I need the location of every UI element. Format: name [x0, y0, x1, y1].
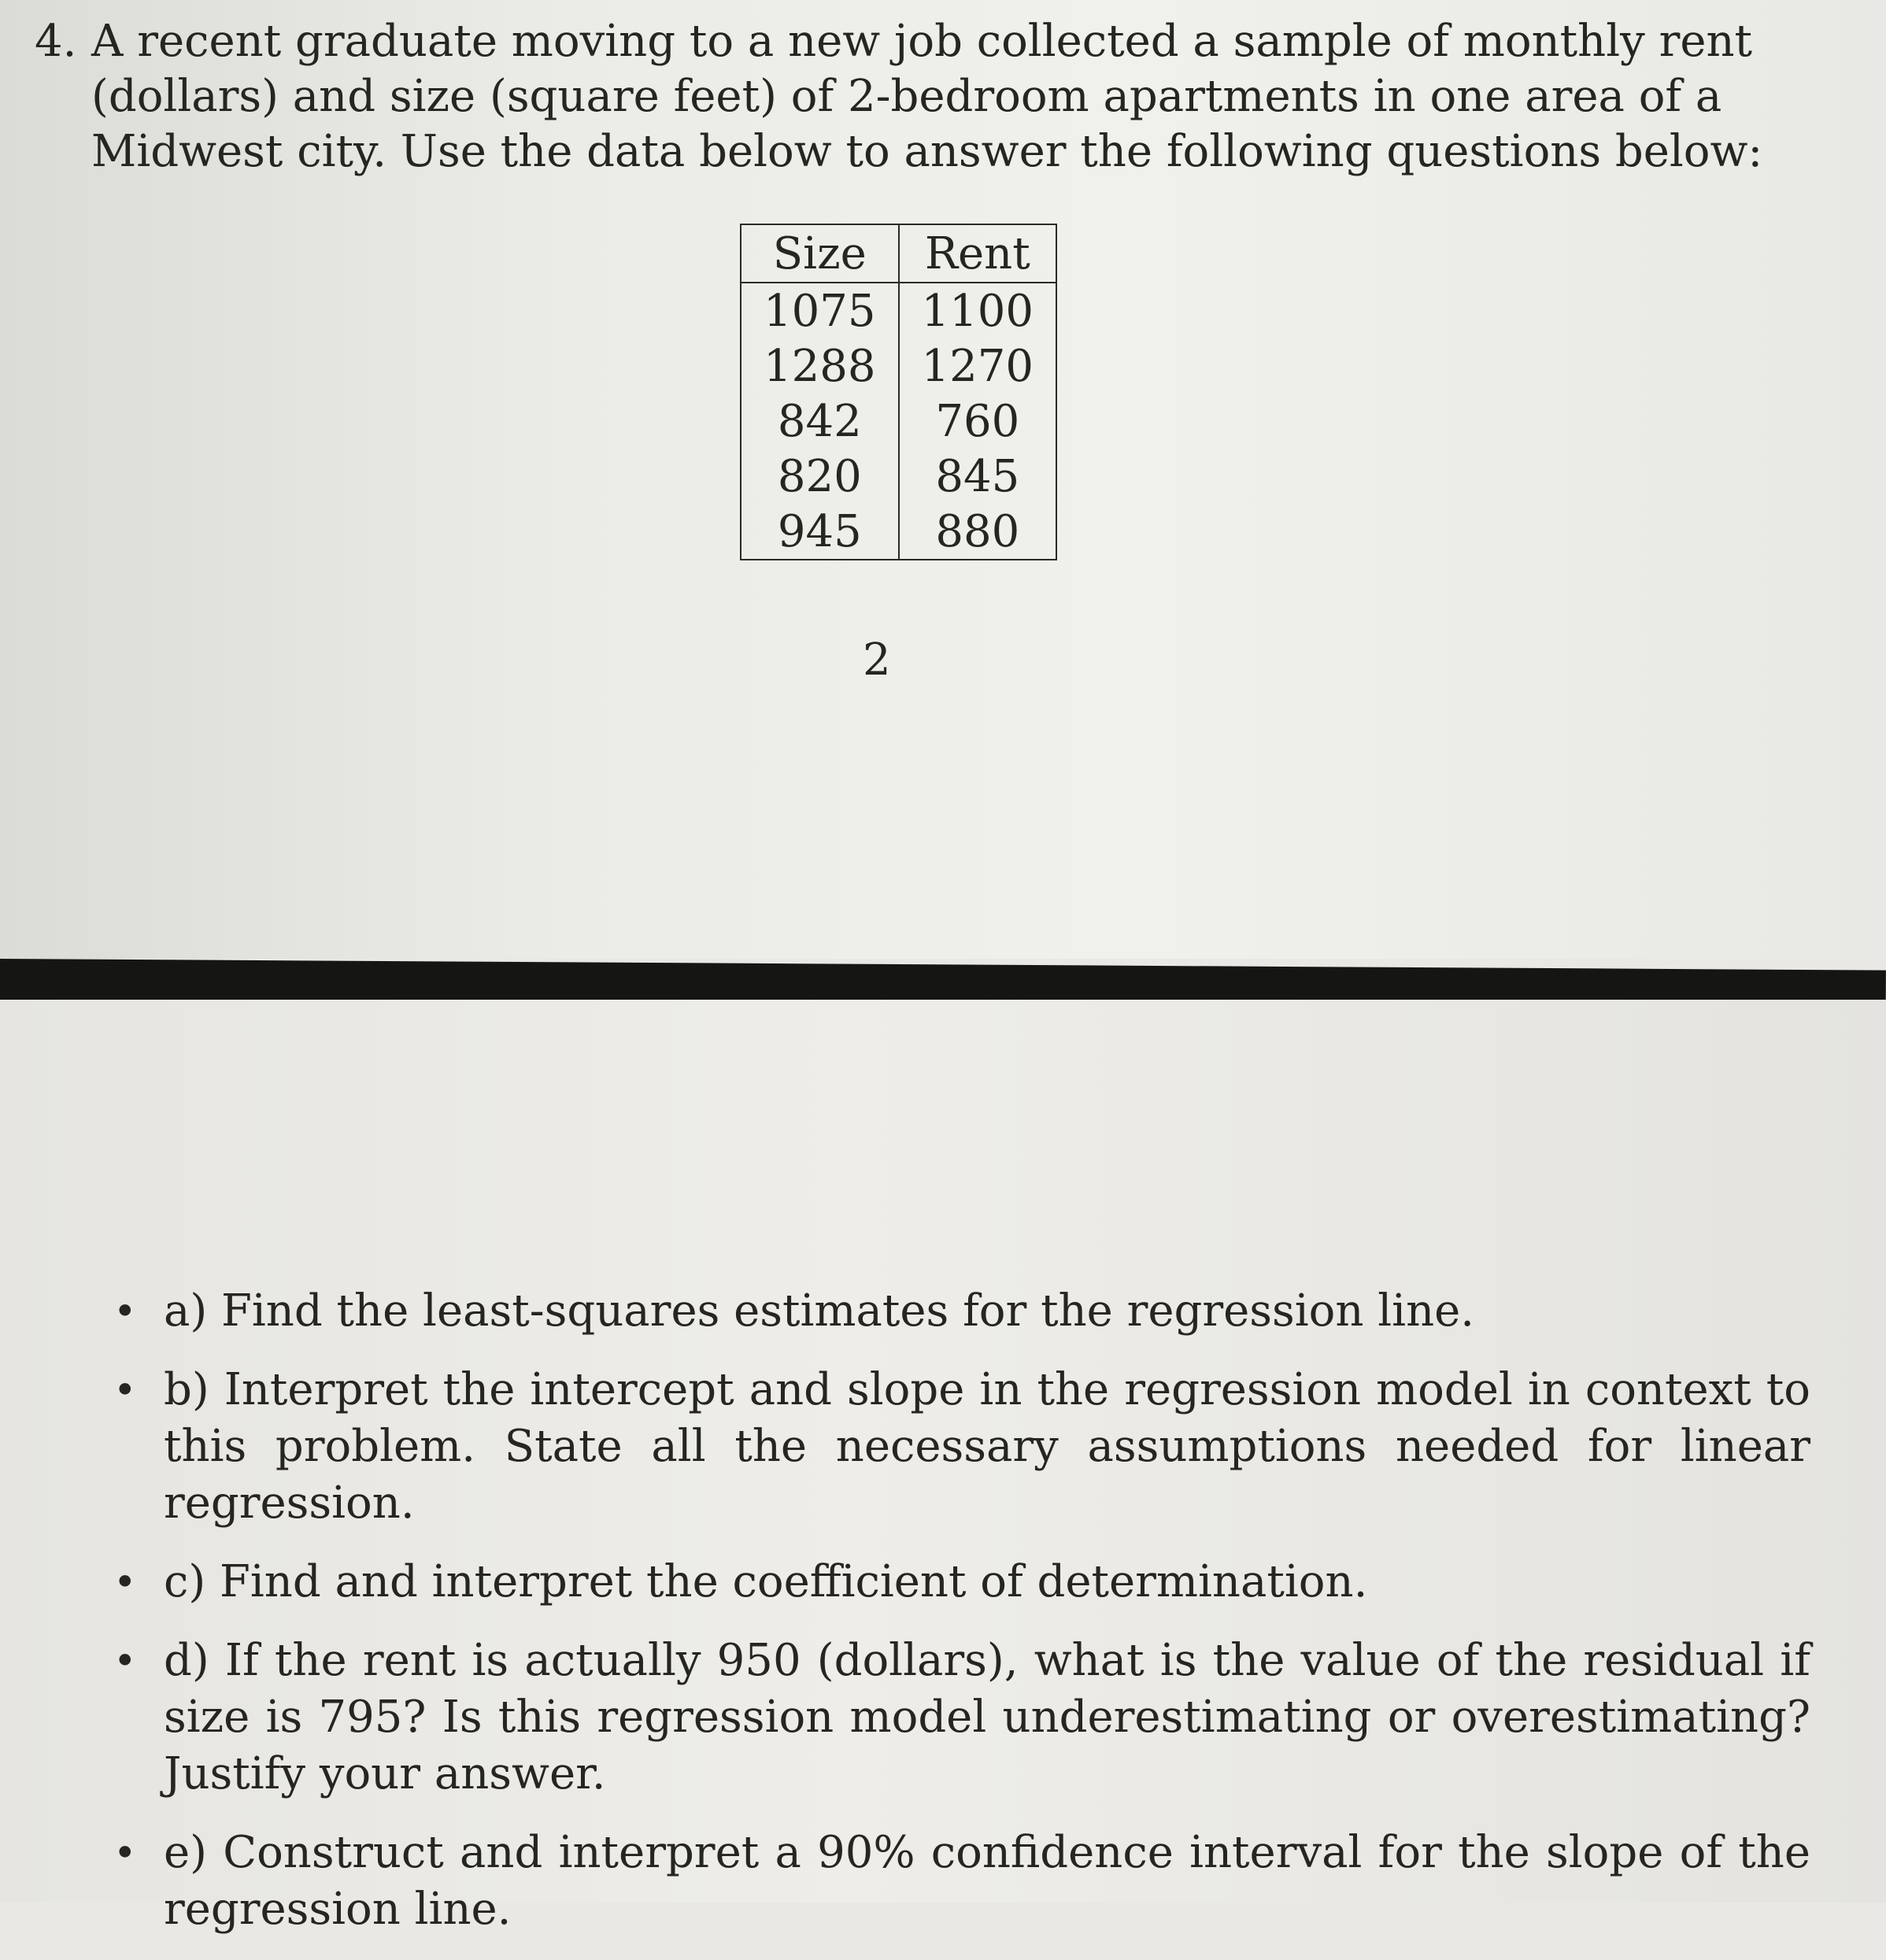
table-row [741, 338, 1056, 394]
list-item [110, 1554, 1810, 1611]
column-header-size: Size [741, 224, 899, 283]
bullet-icon: • [113, 1289, 137, 1334]
table-row [741, 394, 1056, 449]
part-a-text: a) Find the least-squares estimates for the regression line. [164, 1285, 1475, 1337]
question-text: A recent graduate moving to a new job collected a sample of monthly rent (dollars) and size (square feet) of 2-bedroom apartments in one area of a Midwest city. Use the data below to answer the following questions below: [91, 16, 1763, 177]
question-block [35, 14, 1798, 179]
upper-page [0, 0, 1886, 959]
rent-cell: 845 [935, 450, 1020, 502]
size-cell: 820 [741, 449, 899, 504]
question-parts-list [110, 1283, 1810, 1960]
size-cell: 945 [741, 504, 899, 560]
list-item [110, 1283, 1810, 1340]
rent-cell: 760 [935, 395, 1020, 447]
part-d-text: d) If the rent is actually 950 (dollars), what is the value of the residual if size is 795? Is this regression model underestimating or overestimating? Justify your answer. [164, 1635, 1810, 1799]
table-header-row [741, 224, 1056, 283]
list-item [110, 1362, 1810, 1532]
table-row [741, 283, 1056, 338]
list-item [110, 1825, 1810, 1938]
table-row [741, 449, 1056, 504]
bullet-icon: • [113, 1367, 137, 1413]
table-row [741, 504, 1056, 560]
column-header-rent: Rent [899, 224, 1057, 283]
question-number: 4. [35, 16, 77, 67]
size-cell: 842 [741, 394, 899, 449]
bullet-icon: • [113, 1830, 137, 1876]
part-b-text: b) Interpret the intercept and slope in the regression model in context to this problem. State all the necessary assumptions needed for linear regression. [164, 1364, 1810, 1529]
page-number: 2 [863, 634, 891, 686]
part-e-text: e) Construct and interpret a 90% confidence interval for the slope of the regression line. [164, 1827, 1810, 1935]
size-cell: 1075 [741, 283, 899, 338]
rent-cell: 1270 [921, 340, 1034, 392]
bullet-icon: • [113, 1559, 137, 1605]
part-c-text: c) Find and interpret the coefficient of determination. [164, 1556, 1368, 1607]
data-table [740, 224, 1057, 560]
rent-cell: 880 [935, 505, 1020, 557]
list-item [110, 1633, 1810, 1803]
rent-cell: 1100 [921, 285, 1034, 337]
bullet-icon: • [113, 1638, 137, 1684]
size-cell: 1288 [741, 338, 899, 394]
